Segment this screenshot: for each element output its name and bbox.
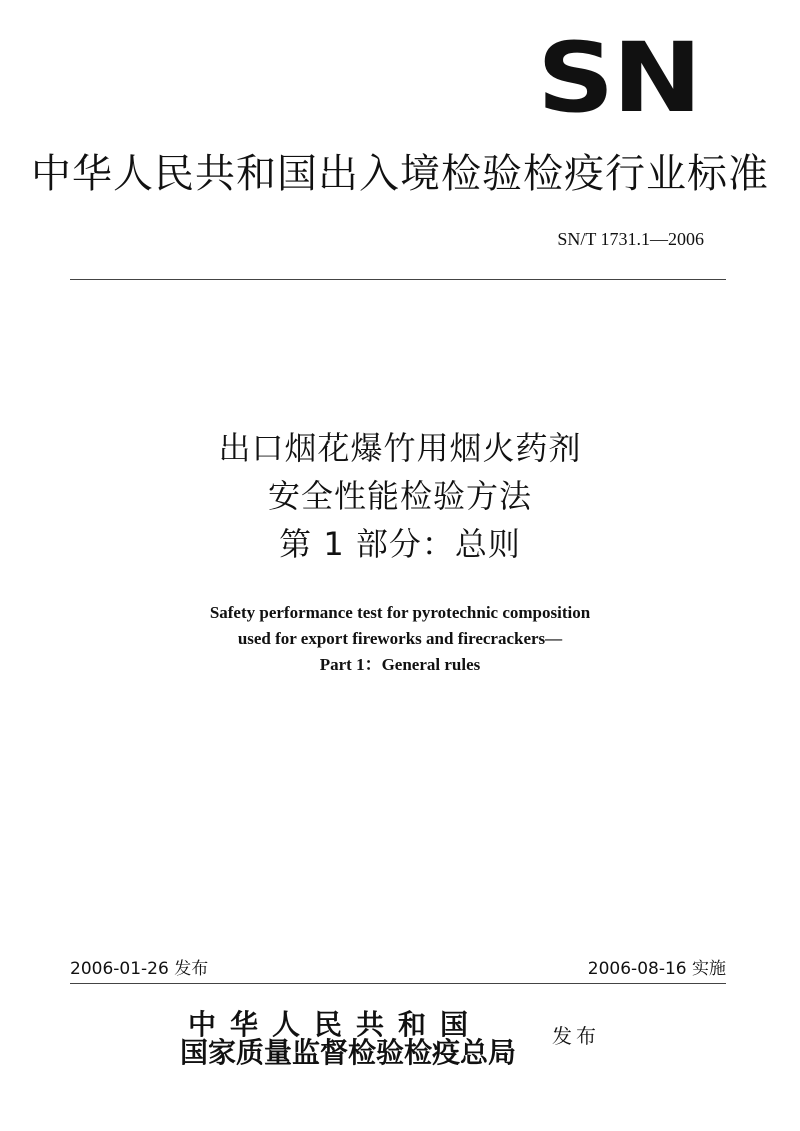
top-divider (70, 279, 726, 280)
issue-date: 2006-01-26 发布 (70, 959, 209, 979)
english-title-line-1: Safety performance test for pyrotechnic composition (209, 603, 591, 622)
publisher-line-2: 国家质量监督检验检疫总局 (180, 1036, 517, 1069)
english-title (0, 600, 800, 678)
document-number: SN/T 1731.1—2006 (557, 229, 704, 249)
chinese-title-line-1: 出口烟花爆竹用烟火药剂 (218, 429, 582, 467)
publisher-suffix: 发布 (552, 1024, 600, 1048)
implementation-date: 2006-08-16 实施 (587, 959, 726, 979)
english-title-line-3: Part 1：General rules (319, 655, 481, 674)
publisher-line-1: 中华人民共和国 (188, 1008, 483, 1041)
authority-title: 中华人民共和国出入境检验检疫行业标准 (31, 151, 769, 197)
english-title-line-2: used for export fireworks and firecrackers— (237, 629, 563, 648)
chinese-title-line-3: 第 1 部分：总则 (279, 525, 521, 563)
bottom-divider (70, 983, 726, 984)
chinese-title-line-2: 安全性能检验方法 (267, 477, 532, 515)
sn-logo: SN (537, 22, 700, 134)
chinese-title (0, 424, 800, 568)
